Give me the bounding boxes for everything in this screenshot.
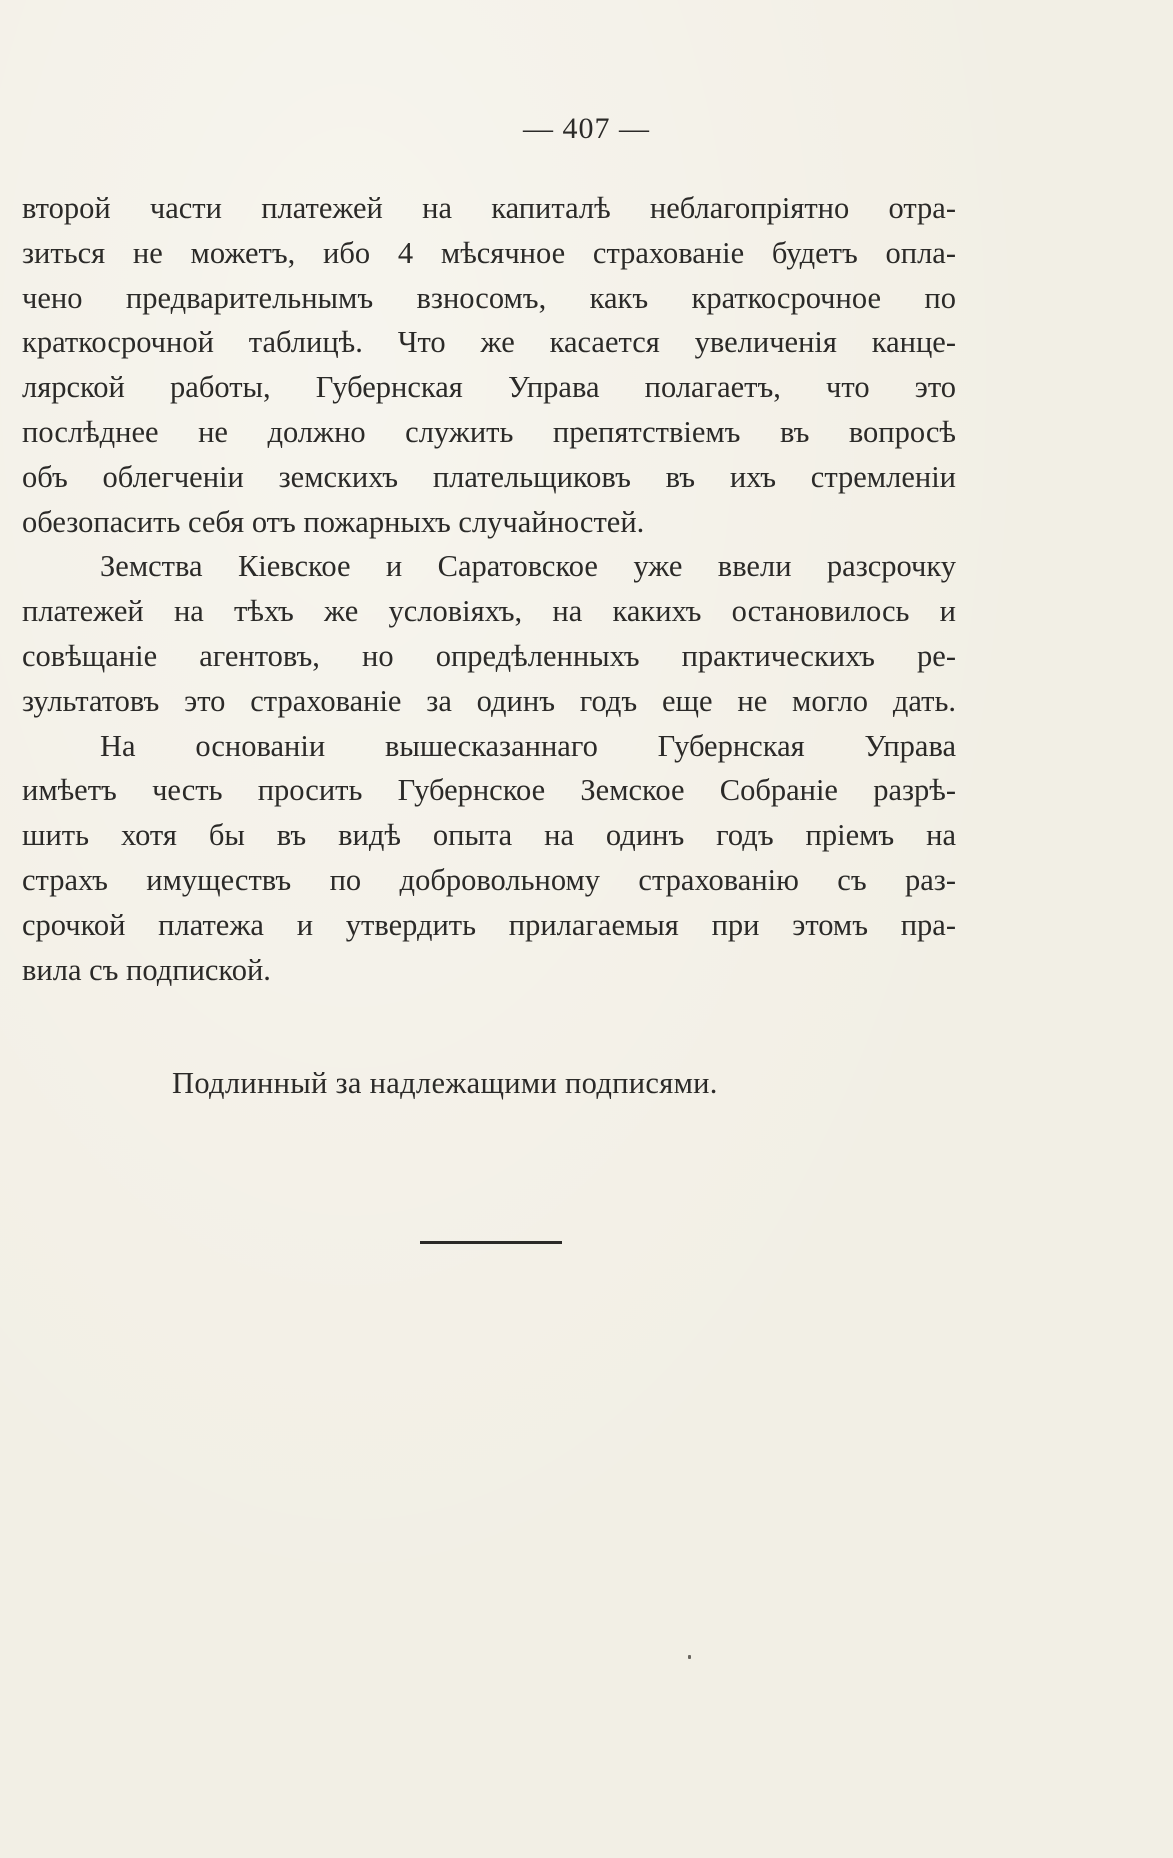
- paragraph-2: [22, 544, 956, 723]
- paper-speck: [688, 1655, 691, 1659]
- text-line: платежей на тѣхъ же условіяхъ, на какихъ остановилось и: [22, 594, 956, 629]
- text-line: зультатовъ это страхованіе за одинъ годъ еще не могло дать.: [22, 683, 956, 718]
- text-line: срочкой платежа и утвердить прилагаемыя при этомъ пра-: [22, 907, 956, 942]
- text-line: обезопасить себя отъ пожарныхъ случайностей.: [22, 504, 645, 539]
- body-text: [22, 186, 956, 992]
- text-line: зиться не можетъ, ибо 4 мѣсячное страхованіе будетъ опла-: [22, 235, 956, 270]
- text-line: Земства Кіевское и Саратовское уже ввели разсрочку: [100, 549, 956, 584]
- text-line: имѣетъ честь просить Губернское Земское Собраніе разрѣ-: [22, 773, 956, 808]
- page-number: — 407 —: [523, 112, 650, 145]
- text-line: второй части платежей на капиталѣ неблагопріятно отра-: [22, 191, 956, 225]
- text-line: объ облегченіи земскихъ плательщиковъ въ ихъ стремленіи: [22, 459, 956, 494]
- paragraph-1: [22, 186, 956, 544]
- text-line: совѣщаніе агентовъ, но опредѣленныхъ практическихъ ре-: [22, 638, 956, 673]
- text-line: страхъ имуществъ по добровольному страхованію съ раз-: [22, 862, 956, 897]
- text-line: краткосрочной таблицѣ. Что же касается увеличенія канце-: [22, 325, 956, 360]
- signature-note: Подлинный за надлежащими подписями.: [172, 1066, 718, 1100]
- section-divider: [420, 1241, 562, 1244]
- text-line: На основаніи вышесказаннаго Губернская Управа: [100, 728, 956, 763]
- text-line: вила съ подпиской.: [22, 952, 271, 987]
- text-line: послѣднее не должно служить препятствіемъ въ вопросѣ: [22, 414, 956, 449]
- text-line: лярской работы, Губернская Управа полагаетъ, что это: [22, 370, 956, 405]
- paragraph-3: [22, 724, 956, 993]
- text-line: шить хотя бы въ видѣ опыта на одинъ годъ пріемъ на: [22, 818, 956, 853]
- text-line: чено предварительнымъ взносомъ, какъ краткосрочное по: [22, 280, 956, 315]
